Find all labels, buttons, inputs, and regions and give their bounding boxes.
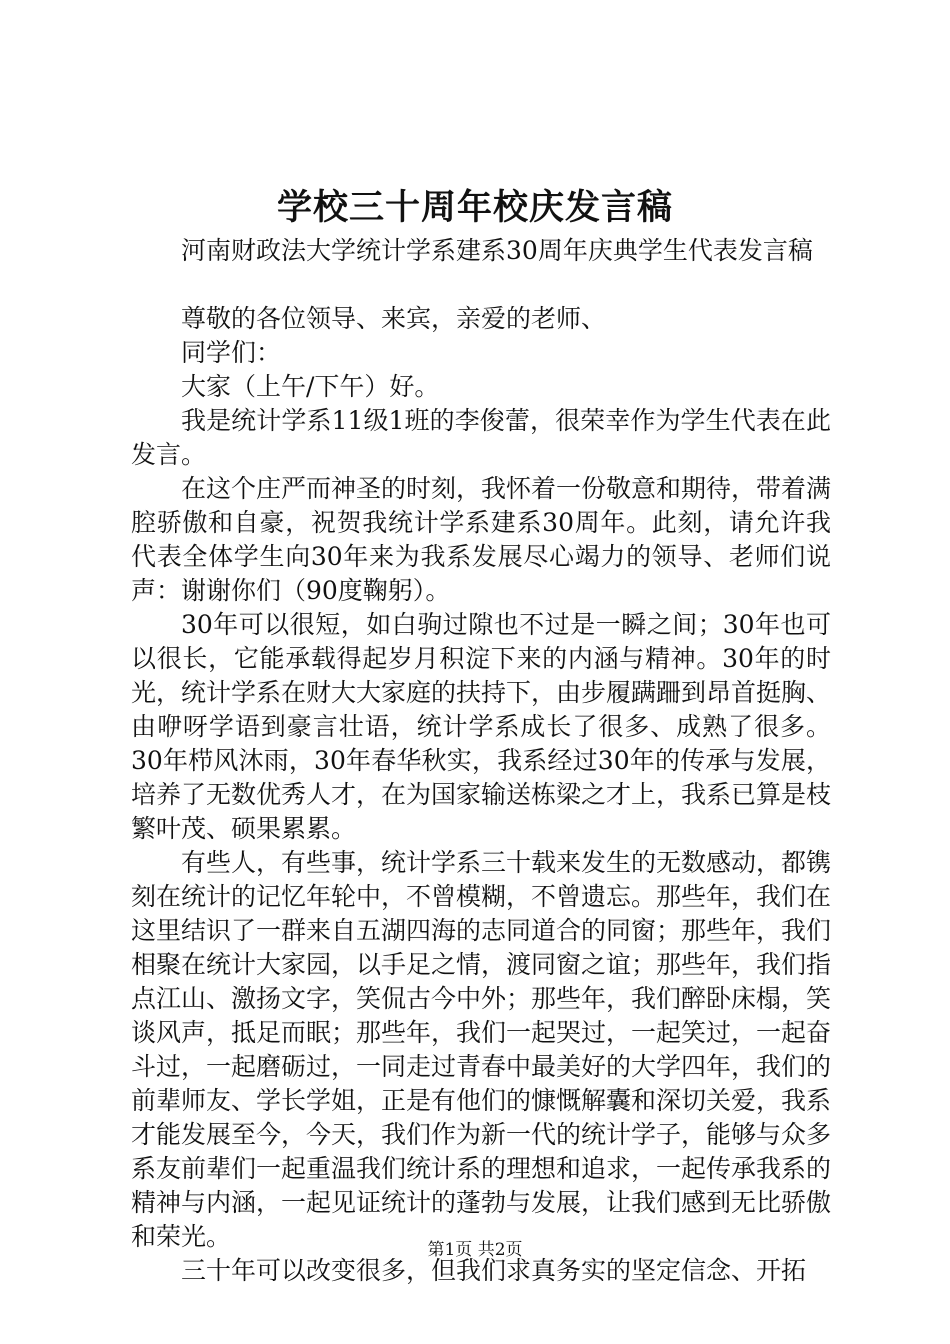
body-paragraph: 在这个庄严而神圣的时刻，我怀着一份敬意和期待，带着满腔骄傲和自豪，祝贺我统计学系建系30周年。此刻，请允许我代表全体学生向30年来为我系发展尽心竭力的领导、老师们说声：谢谢你们（90度鞠躬）。 (131, 474, 832, 605)
greeting-line: 尊敬的各位领导、来宾，亲爱的老师、 (181, 304, 607, 333)
page-indicator: 第1页 共2页 (427, 1240, 523, 1260)
document-body (131, 234, 831, 1288)
body-paragraph: 我是统计学系11级1班的李俊蕾，很荣幸作为学生代表在此发言。 (131, 406, 831, 469)
body-paragraph: 30年可以很短，如白驹过隙也不过是一瞬之间；30年也可以很长，它能承载得起岁月积淀下来的内涵与精神。30年的时光，统计学系在财大大家庭的扶持下，由步履蹒跚到昂首挺胸、由咿呀学语到豪言壮语，统计学系成长了很多、成熟了很多。30年栉风沐雨，30年春华秋实，我系经过30年的传承与发展，培养了无数优秀人才，在为国家输送栋梁之才上，我系已算是枝繁叶茂、硕果累累。 (131, 610, 832, 843)
greeting-line: 同学们： (181, 338, 282, 367)
subtitle: 河南财政法大学统计学系建系30周年庆典学生代表发言稿 (181, 236, 813, 265)
body-paragraph: 三十年可以改变很多，但我们求真务实的坚定信念、开拓 (181, 1256, 807, 1285)
document-title: 学校三十周年校庆发言稿 (276, 188, 673, 228)
body-paragraph: 有些人，有些事，统计学系三十载来发生的无数感动，都镌刻在统计的记忆年轮中，不曾模糊，不曾遗忘。那些年，我们在这里结识了一群来自五湖四海的志同道合的同窗；那些年，我们相聚在统计大家园，以手足之情，渡同窗之谊；那些年，我们指点江山、激扬文字，笑侃古今中外；那些年，我们醉卧床榻，笑谈风声，抵足而眠；那些年，我们一起哭过，一起笑过，一起奋斗过，一起磨砺过，一同走过青春中最美好的大学四年，我们的前辈师友、学长学姐，正是有他们的慷慨解囊和深切关爱，我系才能发展至今，今天，我们作为新一代的统计学子，能够与众多系友前辈们一起重温我们统计系的理想和追求，一起传承我系的精神与内涵，一起见证统计的蓬勃与发展，让我们感到无比骄傲和荣光。 (131, 848, 832, 1251)
greeting-line: 大家（上午/下午）好。 (181, 372, 440, 401)
blank-line (131, 268, 831, 302)
